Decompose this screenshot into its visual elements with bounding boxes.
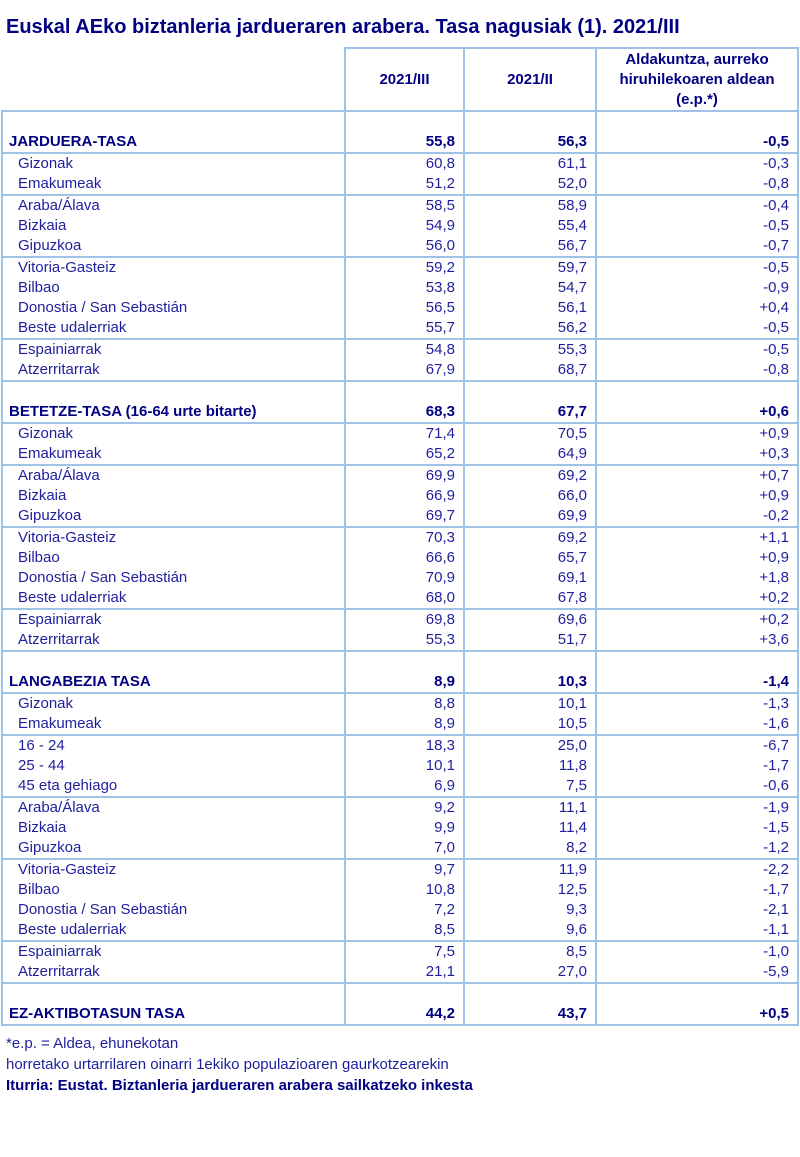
value-cell xyxy=(596,381,798,402)
value-cell: 65,2 xyxy=(345,444,464,465)
value-cell: +1,8 xyxy=(596,568,798,588)
column-header-2021-ii: 2021/II xyxy=(464,48,596,111)
row-label-cell xyxy=(2,651,345,672)
value-cell: -2,1 xyxy=(596,900,798,920)
row-label-cell: Espainiarrak xyxy=(2,941,345,962)
value-cell: 56,3 xyxy=(464,132,596,153)
row-label-cell: Vitoria-Gasteiz xyxy=(2,527,345,548)
value-cell: 9,6 xyxy=(464,920,596,941)
row-label-cell: Araba/Álava xyxy=(2,797,345,818)
data-row xyxy=(2,174,798,195)
value-cell: -5,9 xyxy=(596,962,798,983)
value-cell: 11,8 xyxy=(464,756,596,776)
value-cell: -0,9 xyxy=(596,278,798,298)
value-cell: -1,3 xyxy=(596,693,798,714)
value-cell: 9,7 xyxy=(345,859,464,880)
value-cell: 69,2 xyxy=(464,465,596,486)
row-label-cell: Emakumeak xyxy=(2,444,345,465)
value-cell: 59,2 xyxy=(345,257,464,278)
value-cell xyxy=(345,983,464,1004)
value-cell: 56,5 xyxy=(345,298,464,318)
row-label-cell: Bilbao xyxy=(2,880,345,900)
value-cell: +0,9 xyxy=(596,548,798,568)
value-cell: 69,2 xyxy=(464,527,596,548)
row-label-cell: 16 - 24 xyxy=(2,735,345,756)
value-cell: 8,9 xyxy=(345,672,464,693)
row-label-cell: Bizkaia xyxy=(2,216,345,236)
data-row xyxy=(2,278,798,298)
value-cell: 66,0 xyxy=(464,486,596,506)
row-label-cell: Bilbao xyxy=(2,278,345,298)
row-label-cell: JARDUERA-TASA xyxy=(2,132,345,153)
row-label-cell: Espainiarrak xyxy=(2,609,345,630)
data-row xyxy=(2,900,798,920)
value-cell: +0,2 xyxy=(596,588,798,609)
value-cell xyxy=(345,381,464,402)
value-cell xyxy=(464,983,596,1004)
value-cell: 58,5 xyxy=(345,195,464,216)
table-header xyxy=(2,48,798,111)
value-cell: 8,5 xyxy=(345,920,464,941)
value-cell xyxy=(345,111,464,132)
value-cell: 11,4 xyxy=(464,818,596,838)
value-cell: -0,5 xyxy=(596,318,798,339)
value-cell: +0,7 xyxy=(596,465,798,486)
value-cell xyxy=(596,111,798,132)
value-cell: 12,5 xyxy=(464,880,596,900)
row-label-cell xyxy=(2,381,345,402)
value-cell: 7,5 xyxy=(464,776,596,797)
value-cell: 8,2 xyxy=(464,838,596,859)
value-cell: 53,8 xyxy=(345,278,464,298)
value-cell: 44,2 xyxy=(345,1004,464,1025)
data-row xyxy=(2,339,798,360)
row-label-cell: Gipuzkoa xyxy=(2,838,345,859)
row-label-cell: Atzerritarrak xyxy=(2,360,345,381)
data-row xyxy=(2,797,798,818)
value-cell: +0,9 xyxy=(596,486,798,506)
data-row xyxy=(2,568,798,588)
value-cell: 55,3 xyxy=(464,339,596,360)
value-cell xyxy=(345,651,464,672)
row-label-cell xyxy=(2,983,345,1004)
value-cell: +0,9 xyxy=(596,423,798,444)
footnote-population-update: horretako urtarrilaren oinarri 1ekiko populazioaren gaurkotzearekin xyxy=(6,1056,449,1073)
section-spacer-row xyxy=(2,983,798,1004)
row-label-cell: Donostia / San Sebastián xyxy=(2,900,345,920)
value-cell: 7,0 xyxy=(345,838,464,859)
rates-table xyxy=(1,47,799,1026)
data-row xyxy=(2,609,798,630)
data-row xyxy=(2,756,798,776)
row-label-cell: Espainiarrak xyxy=(2,339,345,360)
row-label-cell: Gipuzkoa xyxy=(2,506,345,527)
value-cell: +3,6 xyxy=(596,630,798,651)
row-label-cell: LANGABEZIA TASA xyxy=(2,672,345,693)
section-total-row xyxy=(2,132,798,153)
section-spacer-row xyxy=(2,111,798,132)
value-cell: 59,7 xyxy=(464,257,596,278)
row-label-cell: Gizonak xyxy=(2,693,345,714)
value-cell: -1,7 xyxy=(596,880,798,900)
value-cell xyxy=(464,111,596,132)
value-cell: 68,0 xyxy=(345,588,464,609)
value-cell: 54,7 xyxy=(464,278,596,298)
value-cell: -0,5 xyxy=(596,132,798,153)
value-cell xyxy=(464,381,596,402)
source-line: Iturria: Eustat. Biztanleria jardueraren arabera sailkatzeko inkesta xyxy=(6,1077,473,1094)
value-cell: 18,3 xyxy=(345,735,464,756)
data-row xyxy=(2,941,798,962)
page-title: Euskal AEko biztanleria jardueraren arabera. Tasa nagusiak (1). 2021/III xyxy=(6,16,680,38)
value-cell: 70,9 xyxy=(345,568,464,588)
value-cell: 7,2 xyxy=(345,900,464,920)
value-cell: 7,5 xyxy=(345,941,464,962)
value-cell: 68,3 xyxy=(345,402,464,423)
value-cell: 56,7 xyxy=(464,236,596,257)
data-row xyxy=(2,776,798,797)
data-row xyxy=(2,859,798,880)
value-cell xyxy=(464,651,596,672)
value-cell: -1,6 xyxy=(596,714,798,735)
value-cell: 65,7 xyxy=(464,548,596,568)
value-cell: 6,9 xyxy=(345,776,464,797)
value-cell: 51,2 xyxy=(345,174,464,195)
value-cell: 54,8 xyxy=(345,339,464,360)
value-cell: 58,9 xyxy=(464,195,596,216)
data-row xyxy=(2,630,798,651)
row-label-cell: Araba/Álava xyxy=(2,195,345,216)
value-cell: 69,9 xyxy=(464,506,596,527)
value-cell: -1,5 xyxy=(596,818,798,838)
section-total-row xyxy=(2,672,798,693)
value-cell: -1,1 xyxy=(596,920,798,941)
footnote-ep: *e.p. = Aldea, ehunekotan xyxy=(6,1035,179,1052)
value-cell: 10,1 xyxy=(464,693,596,714)
value-cell: 64,9 xyxy=(464,444,596,465)
value-cell: 9,3 xyxy=(464,900,596,920)
value-cell: 55,8 xyxy=(345,132,464,153)
value-cell: -6,7 xyxy=(596,735,798,756)
value-cell: -0,5 xyxy=(596,216,798,236)
value-cell: -0,8 xyxy=(596,174,798,195)
value-cell: 27,0 xyxy=(464,962,596,983)
header-row xyxy=(2,48,798,111)
row-label-cell: Emakumeak xyxy=(2,174,345,195)
row-label-cell: Vitoria-Gasteiz xyxy=(2,257,345,278)
value-cell: 52,0 xyxy=(464,174,596,195)
value-cell xyxy=(596,651,798,672)
value-cell: 56,1 xyxy=(464,298,596,318)
data-row xyxy=(2,298,798,318)
data-row xyxy=(2,527,798,548)
value-cell: 66,9 xyxy=(345,486,464,506)
data-row xyxy=(2,465,798,486)
value-cell: 43,7 xyxy=(464,1004,596,1025)
value-cell: -0,5 xyxy=(596,339,798,360)
row-label-cell: 45 eta gehiago xyxy=(2,776,345,797)
data-row xyxy=(2,216,798,236)
row-label-cell: Atzerritarrak xyxy=(2,962,345,983)
data-row xyxy=(2,153,798,174)
value-cell: 55,4 xyxy=(464,216,596,236)
row-label-cell: Gizonak xyxy=(2,153,345,174)
value-cell: -0,8 xyxy=(596,360,798,381)
row-label-cell: Vitoria-Gasteiz xyxy=(2,859,345,880)
data-row xyxy=(2,920,798,941)
data-row xyxy=(2,714,798,735)
value-cell: 55,7 xyxy=(345,318,464,339)
section-spacer-row xyxy=(2,381,798,402)
value-cell: 60,8 xyxy=(345,153,464,174)
data-row xyxy=(2,548,798,568)
value-cell: 8,8 xyxy=(345,693,464,714)
footnotes xyxy=(6,1033,800,1096)
value-cell: 8,9 xyxy=(345,714,464,735)
row-label-cell: Araba/Álava xyxy=(2,465,345,486)
value-cell: -0,3 xyxy=(596,153,798,174)
value-cell: 21,1 xyxy=(345,962,464,983)
row-label-cell: 25 - 44 xyxy=(2,756,345,776)
value-cell: 54,9 xyxy=(345,216,464,236)
row-label-cell: Atzerritarrak xyxy=(2,630,345,651)
value-cell: -0,4 xyxy=(596,195,798,216)
value-cell: -0,5 xyxy=(596,257,798,278)
value-cell: 66,6 xyxy=(345,548,464,568)
value-cell: 71,4 xyxy=(345,423,464,444)
table-body xyxy=(2,111,798,1025)
data-row xyxy=(2,880,798,900)
data-row xyxy=(2,360,798,381)
value-cell: +0,2 xyxy=(596,609,798,630)
section-spacer-row xyxy=(2,651,798,672)
value-cell: -1,4 xyxy=(596,672,798,693)
value-cell: 67,7 xyxy=(464,402,596,423)
value-cell: 69,9 xyxy=(345,465,464,486)
row-label-cell: Bilbao xyxy=(2,548,345,568)
row-label-cell: Bizkaia xyxy=(2,818,345,838)
value-cell: 55,3 xyxy=(345,630,464,651)
value-cell: 69,6 xyxy=(464,609,596,630)
value-cell: 61,1 xyxy=(464,153,596,174)
section-total-row xyxy=(2,1004,798,1025)
value-cell: -1,2 xyxy=(596,838,798,859)
value-cell xyxy=(596,983,798,1004)
row-label-cell: EZ-AKTIBOTASUN TASA xyxy=(2,1004,345,1025)
value-cell: 10,8 xyxy=(345,880,464,900)
column-header-change: Aldakuntza, aurreko hiruhilekoaren aldean (e.p.*) xyxy=(596,48,798,111)
value-cell: 69,1 xyxy=(464,568,596,588)
value-cell: 11,9 xyxy=(464,859,596,880)
data-row xyxy=(2,506,798,527)
data-row xyxy=(2,486,798,506)
value-cell: 70,5 xyxy=(464,423,596,444)
row-label-cell: Donostia / San Sebastián xyxy=(2,568,345,588)
row-label-cell: Donostia / San Sebastián xyxy=(2,298,345,318)
data-row xyxy=(2,735,798,756)
value-cell: -0,6 xyxy=(596,776,798,797)
section-total-row xyxy=(2,402,798,423)
data-row xyxy=(2,444,798,465)
value-cell: -2,2 xyxy=(596,859,798,880)
value-cell: -1,9 xyxy=(596,797,798,818)
value-cell: 10,5 xyxy=(464,714,596,735)
value-cell: 69,7 xyxy=(345,506,464,527)
value-cell: -0,7 xyxy=(596,236,798,257)
value-cell: 70,3 xyxy=(345,527,464,548)
data-row xyxy=(2,318,798,339)
value-cell: +0,4 xyxy=(596,298,798,318)
data-row xyxy=(2,423,798,444)
header-spacer-cell xyxy=(2,48,345,111)
row-label-cell: Beste udalerriak xyxy=(2,318,345,339)
row-label-cell: Beste udalerriak xyxy=(2,588,345,609)
data-row xyxy=(2,195,798,216)
row-label-cell: Bizkaia xyxy=(2,486,345,506)
value-cell: +0,5 xyxy=(596,1004,798,1025)
value-cell: 68,7 xyxy=(464,360,596,381)
value-cell: 8,5 xyxy=(464,941,596,962)
value-cell: -1,7 xyxy=(596,756,798,776)
value-cell: +0,3 xyxy=(596,444,798,465)
value-cell: +0,6 xyxy=(596,402,798,423)
row-label-cell: Beste udalerriak xyxy=(2,920,345,941)
value-cell: 51,7 xyxy=(464,630,596,651)
data-row xyxy=(2,257,798,278)
row-label-cell: BETETZE-TASA (16-64 urte bitarte) xyxy=(2,402,345,423)
data-row xyxy=(2,588,798,609)
value-cell: 56,0 xyxy=(345,236,464,257)
value-cell: 67,8 xyxy=(464,588,596,609)
value-cell: 11,1 xyxy=(464,797,596,818)
value-cell: 69,8 xyxy=(345,609,464,630)
value-cell: 56,2 xyxy=(464,318,596,339)
row-label-cell: Emakumeak xyxy=(2,714,345,735)
value-cell: 9,9 xyxy=(345,818,464,838)
value-cell: 9,2 xyxy=(345,797,464,818)
row-label-cell: Gipuzkoa xyxy=(2,236,345,257)
data-row xyxy=(2,236,798,257)
row-label-cell xyxy=(2,111,345,132)
row-label-cell: Gizonak xyxy=(2,423,345,444)
value-cell: 67,9 xyxy=(345,360,464,381)
value-cell: 10,3 xyxy=(464,672,596,693)
data-row xyxy=(2,838,798,859)
value-cell: -0,2 xyxy=(596,506,798,527)
value-cell: -1,0 xyxy=(596,941,798,962)
data-row xyxy=(2,818,798,838)
column-header-2021-iii: 2021/III xyxy=(345,48,464,111)
value-cell: +1,1 xyxy=(596,527,798,548)
value-cell: 25,0 xyxy=(464,735,596,756)
data-row xyxy=(2,962,798,983)
data-row xyxy=(2,693,798,714)
value-cell: 10,1 xyxy=(345,756,464,776)
